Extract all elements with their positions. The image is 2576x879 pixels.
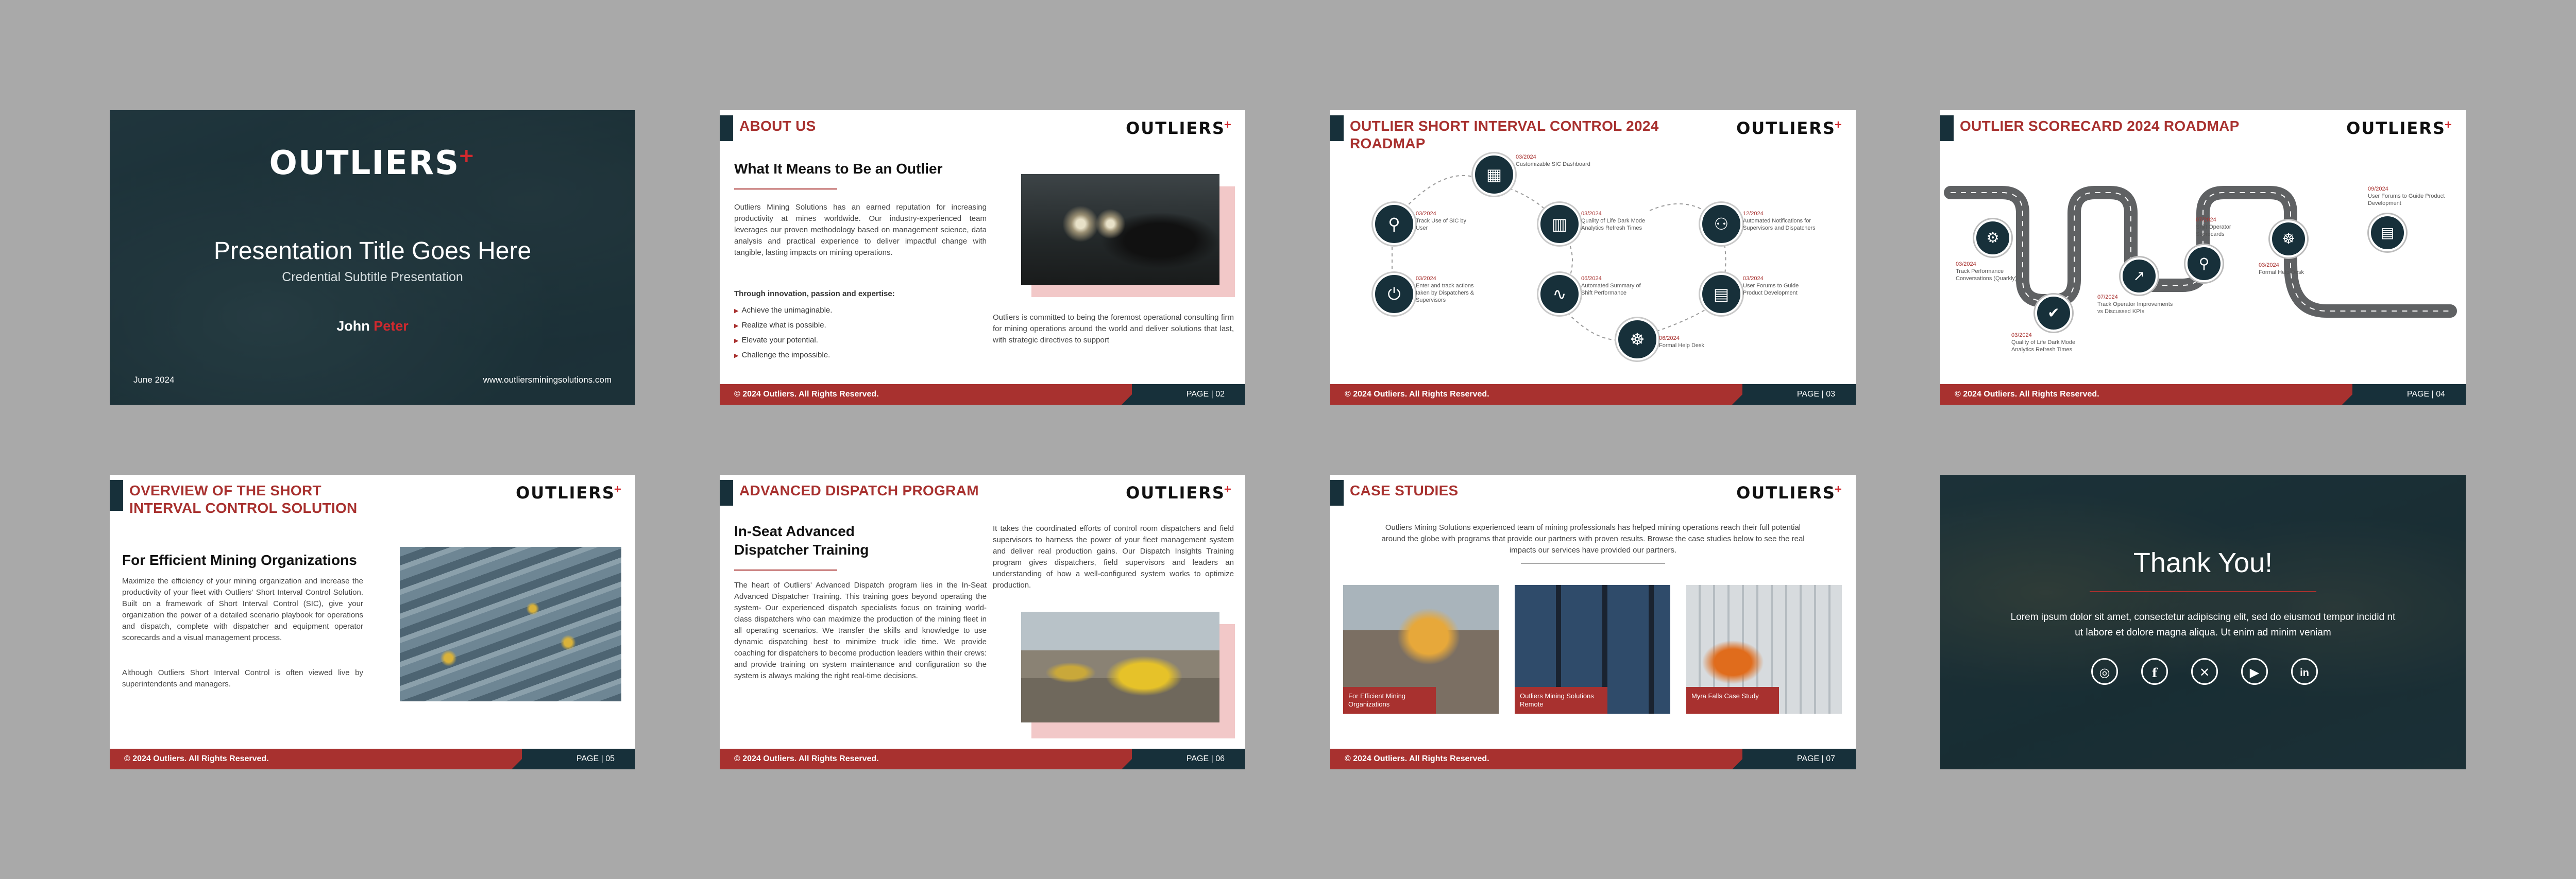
case-studies-intro: Outliers Mining Solutions experienced team of mining professionals has helped mining operations reach their full potential around the globe with programs that provide our partners with proven results. Browse the case studies below to see the real impacts our services have provided our partners. (1381, 523, 1805, 555)
list-title: Through innovation, passion and expertise: (734, 289, 895, 298)
title-underline (2090, 591, 2316, 592)
logo: OUTLIERS+ (1126, 483, 1233, 503)
page-number: PAGE | 05 (576, 754, 615, 763)
list-item: ▶ Challenge the impossible. (734, 348, 832, 363)
page-number: PAGE | 06 (1186, 754, 1225, 763)
forum-icon: ▤ (2369, 214, 2406, 251)
slide-scorecard-roadmap[interactable] (1940, 110, 2466, 405)
roadmap-label: 03/2024 Track Performance Conversations (Quarkly) (1956, 261, 2017, 282)
footer-copyright: © 2024 Outliers. All Rights Reserved. (1955, 390, 2099, 399)
slide-header: OVERVIEW OF THE SHORT INTERVAL CONTROL SOLUTION (129, 482, 358, 516)
slide-about-us[interactable] (720, 110, 1245, 405)
slide-advanced-dispatch[interactable] (720, 475, 1245, 769)
logo: OUTLIERS+ (2346, 118, 2453, 138)
case-study-card[interactable] (1515, 585, 1670, 714)
linkedin-icon[interactable]: in (2291, 658, 2318, 685)
presenter-name: John Peter (336, 318, 409, 334)
slide-header: OUTLIER SHORT INTERVAL CONTROL 2024 ROADMAP (1350, 118, 1659, 151)
thank-you-text: Lorem ipsum dolor sit amet, consectetur adipiscing elit, sed do eiusmod tempor incidid nt ut labore et dolore magna aliqua. Ut enim ad minim veniam (2010, 612, 2396, 638)
roadmap-label: 03/2024 Quality of Life Dark Mode Analytics Refresh Times (2011, 332, 2076, 353)
roadmap-label: 06/2024 Automated Summary of Shift Performance (1581, 275, 1641, 296)
thank-you-title: Thank You! (2133, 547, 2273, 578)
help-desk-icon: ☸ (1616, 318, 1658, 360)
check-badge-icon: ✔ (2035, 295, 2072, 332)
footer-copyright: © 2024 Outliers. All Rights Reserved. (734, 754, 879, 763)
header-accent (110, 480, 123, 511)
presentation-subtitle: Credential Subtitle Presentation (282, 270, 463, 284)
slide-header: CASE STUDIES (1350, 482, 1459, 498)
roadmap-label: 12/2024 Automated Notifications for Supervisors and Dispatchers (1743, 211, 1816, 231)
presentation-date: June 2024 (133, 375, 175, 385)
open-pit-mine-photo (400, 547, 621, 701)
slide-case-studies[interactable] (1330, 475, 1856, 769)
heading-underline (734, 188, 837, 189)
heading-underline (734, 570, 837, 571)
logo: OUTLIERS+ (1736, 483, 1843, 503)
footer-copyright: © 2024 Outliers. All Rights Reserved. (124, 754, 269, 763)
logo: OUTLIERS+ (1736, 118, 1843, 138)
trend-up-icon: ↗ (2121, 257, 2158, 295)
support-icon: ☸ (2270, 220, 2307, 257)
roadmap-label: 07/2024 Track Operator Improvements vs Discussed KPIs (2097, 294, 2173, 315)
roadmap-label: 03/2024 Formal Help Desk (2259, 262, 2304, 275)
training-paragraph: The heart of Outliers' Advanced Dispatch program lies in the In-Seat Advanced Dispatcher Training. This training goes beyond operating the system- Our experienced dispatch specialists focus on training world-class dispatchers who can maximize the production of the mining fleet in all operating scenarios. We transfer the skills and knowledge to use dynamic dispatching best to minimize truck idle time. We provide coaching for dispatchers to become production leaders within their crews: and provide training on system maintenance and configuration so the system is always making the right real-time decisions. (734, 581, 987, 680)
about-paragraph: Outliers Mining Solutions has an earned reputation for increasing productivity at mines worldwide. Our industry-experienced team leverages our proven methodology based on management science, data analysis and practical experience to deliver impactful change with tangible, lasting impacts on mining operations. (734, 203, 987, 257)
performance-icon: ∿ (1538, 273, 1581, 315)
footer-copyright: © 2024 Outliers. All Rights Reserved. (1345, 754, 1489, 763)
list-item: ▶ Realize what is possible. (734, 318, 832, 333)
header-accent (720, 480, 733, 506)
case-study-label: Outliers Mining Solutions Remote (1515, 687, 1607, 714)
page-number: PAGE | 03 (1797, 390, 1835, 399)
dashboard-icon: ▦ (1473, 153, 1515, 196)
slide-sic-roadmap[interactable] (1330, 110, 1856, 405)
slide-header: ADVANCED DISPATCH PROGRAM (739, 482, 979, 498)
footer-copyright: © 2024 Outliers. All Rights Reserved. (1345, 390, 1489, 399)
slide-overview[interactable] (110, 475, 635, 769)
roadmap-label: 09/2024 User Forums to Guide Product Development (2368, 186, 2445, 206)
overview-paragraph: Maximize the efficiency of your mining organization and increase the productivity of your fleet with Outliers' Short Interval Control Solution. Built on a framework of Short Interval Control (SIC), give your organization the power of a detailed scenario playbook for operations and dispatch, complete with dispatcher and equipment operator scorecards and a visual management process. (122, 577, 363, 642)
section-heading: For Efficient Mining Organizations (122, 552, 357, 568)
youtube-icon[interactable]: ▶ (2241, 658, 2268, 685)
case-study-label: For Efficient Mining Organizations (1343, 687, 1436, 714)
forum-icon: ▤ (1700, 273, 1742, 315)
slide-header: ABOUT US (739, 118, 816, 134)
commitment-paragraph: Outliers is committed to being the foremost operational consulting firm for mining operations around the world and deliver solutions that last, with strategic directives to support (993, 313, 1234, 344)
header-accent (720, 115, 733, 141)
logo: OUTLIERS+ (516, 483, 623, 503)
case-study-card[interactable] (1686, 585, 1842, 714)
section-heading: In-Seat Advanced Dispatcher Training (734, 523, 869, 558)
slide-thank-you[interactable] (1940, 475, 2466, 769)
presentation-title: Presentation Title Goes Here (213, 237, 532, 265)
slide-header: OUTLIER SCORECARD 2024 ROADMAP (1960, 118, 2240, 134)
case-study-card[interactable] (1343, 585, 1499, 714)
values-list (734, 303, 832, 363)
page-number: PAGE | 02 (1186, 390, 1225, 399)
roadmap-label: 03/2024 Track Use of SIC by User (1416, 211, 1467, 231)
logo: OUTLIERS+ (269, 144, 476, 182)
slide-title[interactable] (110, 110, 635, 405)
case-study-label: Myra Falls Case Study (1686, 687, 1779, 714)
roadmap-label: 03/2024 User Forums to Guide Product Development (1743, 275, 1799, 296)
overview-paragraph-2: Although Outliers Short Interval Control is often viewed live by superintendents and managers. (122, 668, 363, 688)
haul-truck-photo (1021, 612, 1219, 722)
roadmap-label: 03/2024 Quality of Life Dark Mode Analytics Refresh Times (1581, 211, 1646, 231)
roadmap-label: 06/2024 Formal Help Desk (1659, 335, 1705, 349)
header-accent (1330, 480, 1344, 506)
intro-divider (1521, 563, 1665, 564)
location-pin-icon: ⚲ (2185, 245, 2223, 282)
map-icon: ▥ (1538, 203, 1581, 245)
user-track-icon: ⚲ (1373, 203, 1415, 245)
logo: OUTLIERS+ (1126, 118, 1233, 138)
page-number: PAGE | 04 (2406, 390, 2445, 399)
tool-icon: ⚙ (1974, 219, 2011, 256)
section-heading: What It Means to Be an Outlier (734, 161, 943, 177)
dispatch-insights-paragraph: It takes the coordinated efforts of control room dispatchers and field supervisors to harness the power of your fleet management system and deliver real production gains. Our Dispatch Insights Training program gives dispatchers, field supervisors and leaders an understanding of how a well-configured system works to optimize production. (993, 524, 1234, 590)
power-icon: ⏻ (1373, 273, 1415, 315)
roadmap-label: 07/2024 Shift Operator Scorecards (2196, 217, 2231, 237)
website-url: www.outliersminingsolutions.com (483, 375, 612, 385)
instagram-icon[interactable]: ◎ (2091, 658, 2118, 685)
list-item: ▶ Elevate your potential. (734, 333, 832, 348)
mining-truck-photo (1021, 174, 1219, 285)
footer-copyright: © 2024 Outliers. All Rights Reserved. (734, 390, 879, 399)
list-item: ▶ Achieve the unimaginable. (734, 303, 832, 318)
roadmap-label: 03/2024 Customizable SIC Dashboard (1516, 154, 1590, 167)
roadmap-label: 03/2024 Enter and track actions taken by Dispatchers & Supervisors (1416, 275, 1475, 303)
x-icon[interactable]: ✕ (2191, 658, 2218, 685)
facebook-icon[interactable]: f (2141, 658, 2168, 685)
page-number: PAGE | 07 (1797, 754, 1835, 763)
network-icon: ⚇ (1700, 203, 1742, 245)
